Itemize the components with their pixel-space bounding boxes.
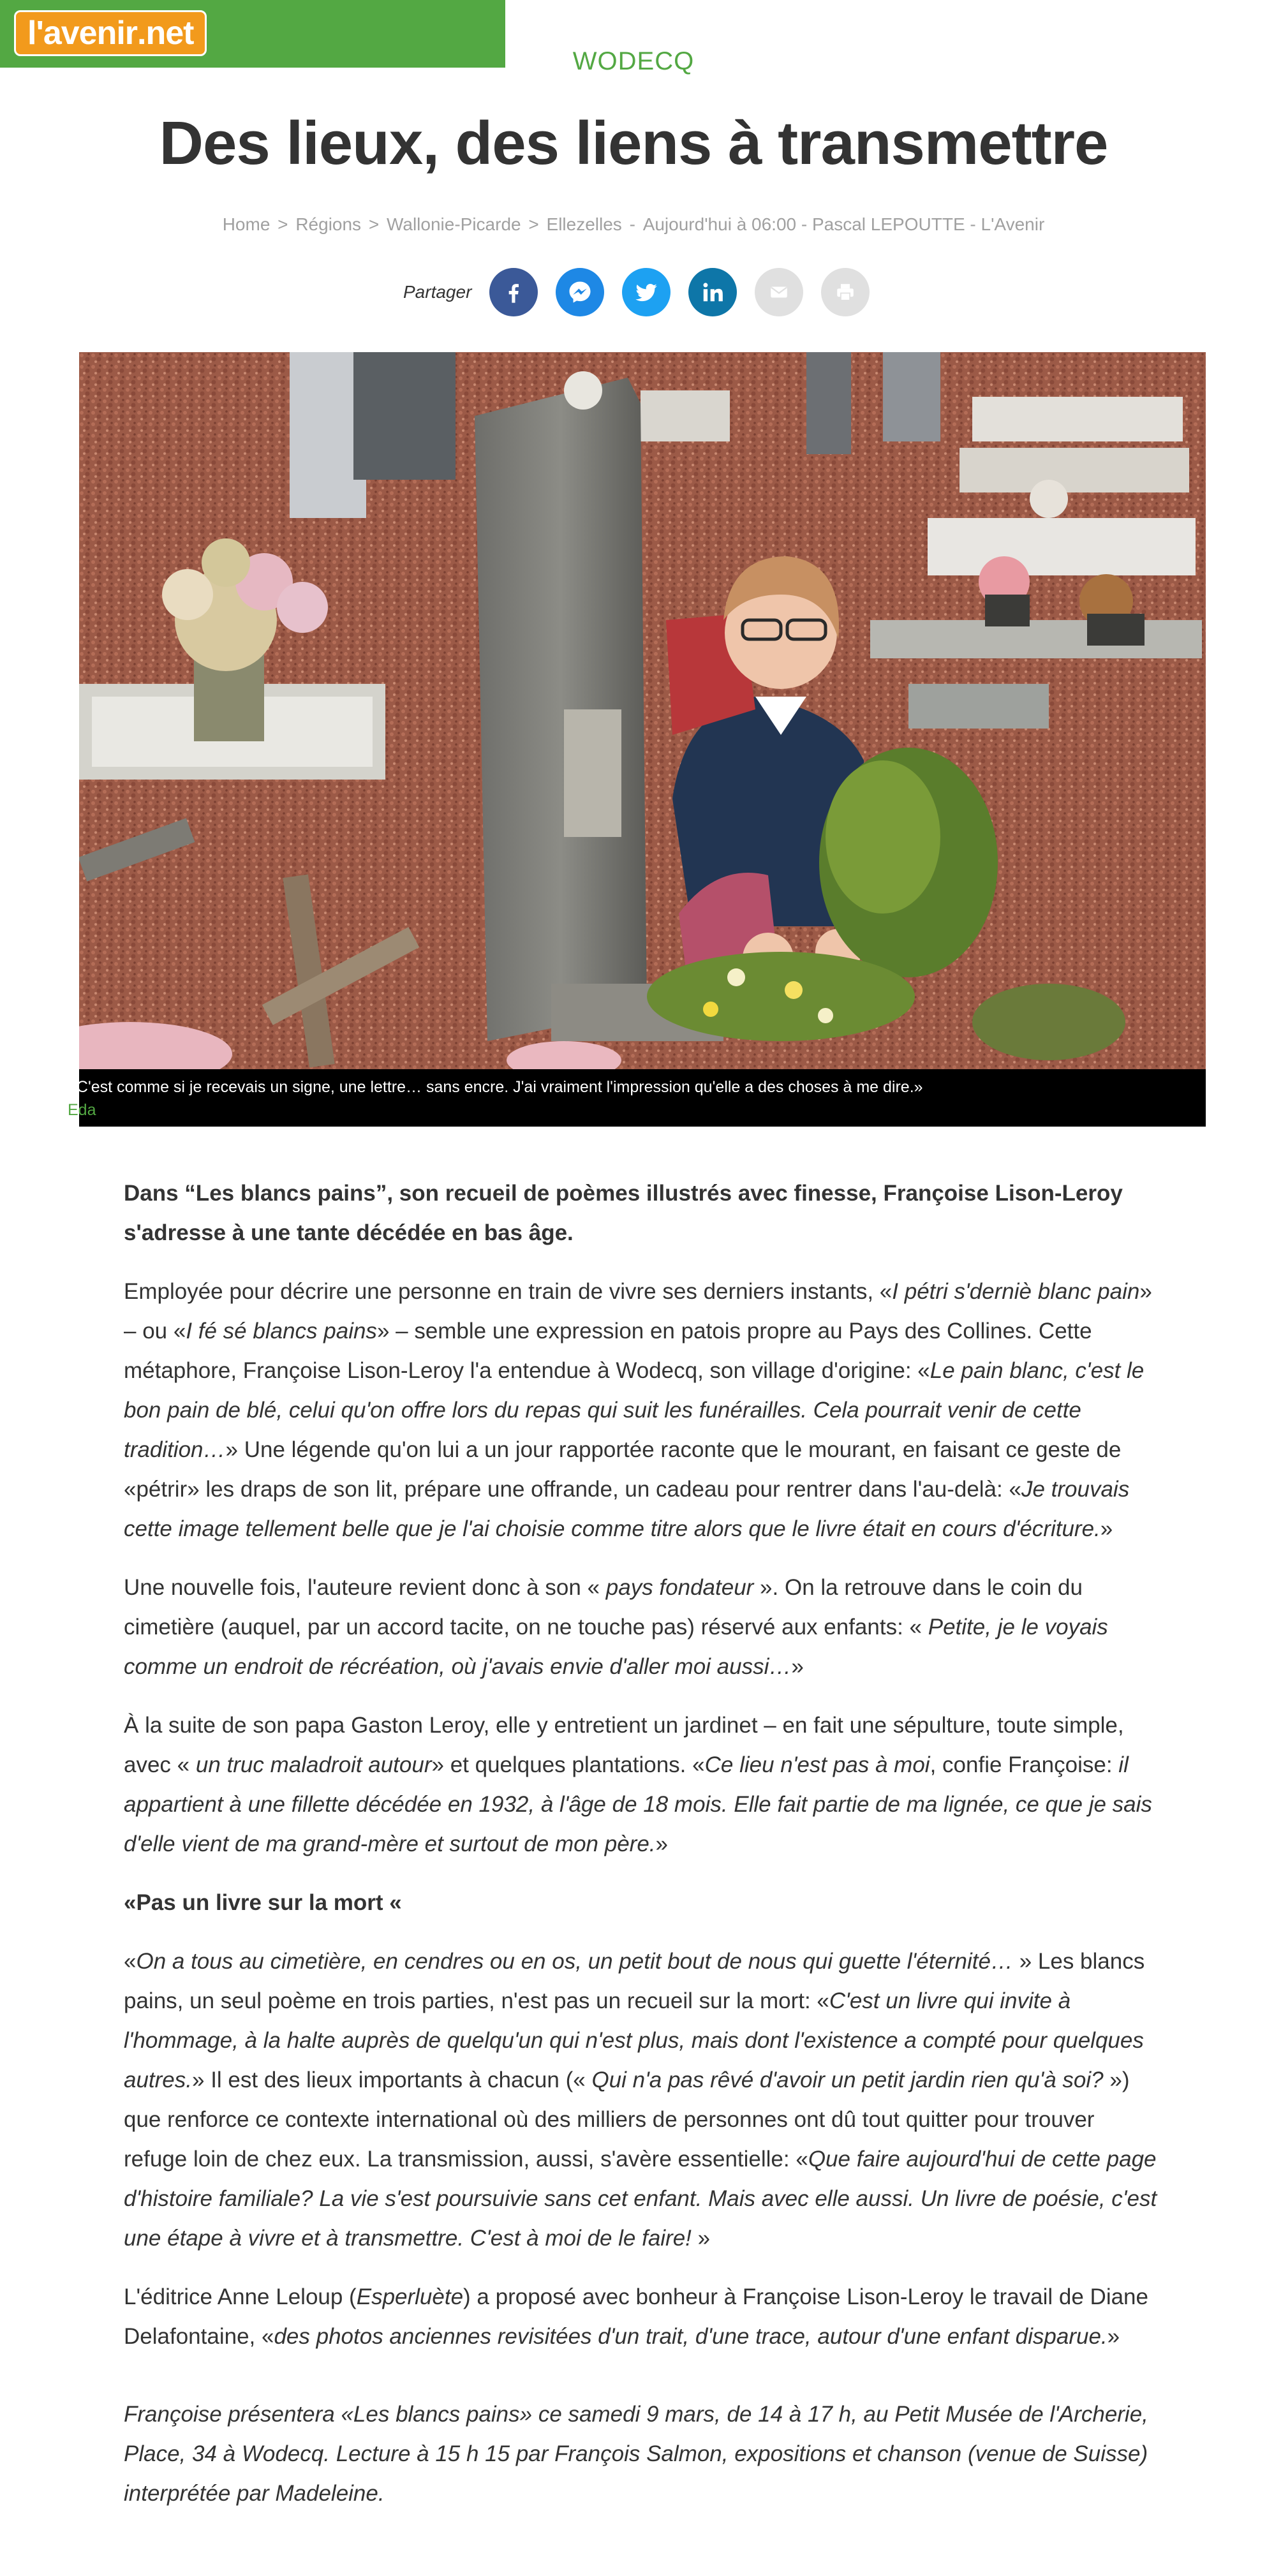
paragraph-text: » et quelques plantations. « xyxy=(431,1752,705,1777)
facebook-icon xyxy=(501,279,526,305)
article-paragraph xyxy=(124,2277,1159,2357)
breadcrumb-home[interactable]: Home xyxy=(222,214,270,234)
article-subhead: «Pas un livre sur la mort « xyxy=(124,1890,402,1915)
quoted-text: Qui n'a pas rêvé d'avoir un petit jardin rien qu'à soi? xyxy=(591,2068,1104,2092)
caption-text: «C'est comme si je recevais un signe, une lettre… sans encre. J'ai vraiment l'impression qu'elle a des choses à me dire.» xyxy=(68,1078,923,1096)
article-paragraph xyxy=(124,1706,1159,1864)
article-body xyxy=(124,1174,1159,2533)
quoted-text: Esperluète xyxy=(356,2284,464,2309)
breadcrumb: Home > Régions > Wallonie-Picarde > Ellezelles - Aujourd'hui à 06:00 - Pascal LEPOUTTE - L'Avenir xyxy=(222,214,1045,234)
quoted-text: pays fondateur xyxy=(605,1575,754,1600)
logo-tld-text: .net xyxy=(137,15,194,52)
paragraph-text: » xyxy=(655,1832,668,1856)
paragraph-text: » xyxy=(1100,1516,1113,1541)
paragraph-text: » xyxy=(691,2226,711,2251)
hero-photo xyxy=(79,352,1206,1069)
share-facebook-button[interactable] xyxy=(489,268,538,316)
paragraph-text: » Il est des lieux importants à chacun (« xyxy=(192,2068,592,2092)
quoted-text: I pétri s'derniè blanc pain xyxy=(892,1279,1140,1304)
paragraph-text: » – ou « xyxy=(124,1279,1152,1344)
paragraph-text: » Les blancs pains, un seul poème en trois parties, n'est pas un recueil sur la mort: « xyxy=(124,1949,1145,2013)
twitter-icon xyxy=(634,279,659,305)
breadcrumb-ellezelles[interactable]: Ellezelles xyxy=(546,214,622,234)
share-email-button[interactable] xyxy=(755,268,803,316)
quoted-text: Petite, je le voyais comme un endroit de récréation, où j'avais envie d'aller moi aussi… xyxy=(124,1615,1108,1679)
article-paragraph xyxy=(124,1568,1159,1687)
paragraph-text: Une nouvelle fois, l'auteure revient donc à son « xyxy=(124,1575,606,1600)
paragraph-text: » xyxy=(791,1654,804,1679)
share-print-button[interactable] xyxy=(821,268,870,316)
quoted-text: Que faire aujourd'hui de cette page d'histoire familiale? La vie s'est poursuivie sans cet enfant. Mais avec elle aussi. Un livre de poésie, c'est une étape à vivre et à transmettre. C'est à moi de le faire! xyxy=(124,2147,1157,2251)
quoted-text: C'est un livre qui invite à l'hommage, à la halte auprès de quelqu'un qui n'est plus, mais dont l'existence a compté pour quelques autres. xyxy=(124,1988,1144,2092)
share-label: Partager xyxy=(403,282,472,302)
article-byline: Aujourd'hui à 06:00 - Pascal LEPOUTTE - L'Avenir xyxy=(642,214,1045,234)
logo-main-text: l'avenir xyxy=(27,15,138,52)
messenger-icon xyxy=(566,278,594,306)
quoted-text: il appartient à une fillette décédée en 1932, à l'âge de 18 mois. Elle fait partie de ma lignée, ce que je sais d'elle vient de ma grand-mère et surtout de mon père. xyxy=(124,1752,1152,1856)
quoted-text: des photos anciennes revisitées d'un trait, d'une trace, autour d'une enfant disparue. xyxy=(274,2324,1108,2349)
caption-credit: Eda xyxy=(68,1101,96,1119)
breadcrumb-wallonie-picarde[interactable]: Wallonie-Picarde xyxy=(386,214,521,234)
quoted-text: I fé sé blancs pains xyxy=(186,1319,377,1344)
paragraph-text: » – semble une expression en patois propre au Pays des Collines. Cette métaphore, Françoise Lison-Leroy l'a entendue à Wodecq, son village d'origine: « xyxy=(124,1319,1092,1383)
paragraph-text: ») que renforce ce contexte international où des milliers de personnes ont dû tout quitter pour trouver refuge loin de chez eux. La transmission, aussi, s'avère essentielle: « xyxy=(124,2068,1130,2172)
event-note: Françoise présentera «Les blancs pains» ce samedi 9 mars, de 14 à 17 h, au Petit Musée de l'Archerie, Place, 34 à Wodecq. Lecture à 15 h 15 par François Salmon, expositions et chanson (venue de Suisse) interprétée par Madeleine. xyxy=(124,2402,1148,2506)
section-label[interactable]: WODECQ xyxy=(572,47,695,75)
share-bar xyxy=(403,268,887,316)
quoted-text: Le pain blanc, c'est le bon pain de blé, celui qu'on offre lors du repas qui suit les funérailles. Cela pourrait venir de cette tradition… xyxy=(124,1358,1145,1462)
paragraph-text: » xyxy=(1107,2324,1120,2349)
article-lead: Dans “Les blancs pains”, son recueil de poèmes illustrés avec finesse, Françoise Lison-Leroy s'adresse à une tante décédée en bas âge. xyxy=(124,1181,1123,1245)
paragraph-text: Employée pour décrire une personne en train de vivre ses derniers instants, « xyxy=(124,1279,893,1304)
article-paragraph xyxy=(124,1942,1159,2258)
paragraph-text: ) a proposé avec bonheur à Françoise Lison-Leroy le travail de Diane Delafontaine, « xyxy=(124,2284,1148,2349)
photo-caption xyxy=(68,1069,1206,1127)
cemetery-photo-illustration xyxy=(79,352,1206,1069)
quoted-text: On a tous au cimetière, en cendres ou en os, un petit bout de nous qui guette l'éternité… xyxy=(136,1949,1013,1974)
paragraph-text: À la suite de son papa Gaston Leroy, elle y entretient un jardinet – en fait une sépulture, toute simple, avec « xyxy=(124,1713,1124,1777)
quoted-text: Je trouvais cette image tellement belle que je l'ai choisie comme titre alors que le livre était en cours d'écriture. xyxy=(124,1477,1130,1541)
quoted-text: Ce lieu n'est pas à moi xyxy=(704,1752,930,1777)
paragraph-text: L'éditrice Anne Leloup ( xyxy=(124,2284,357,2309)
paragraph-text: « xyxy=(124,1949,137,1974)
quoted-text: un truc maladroit autour xyxy=(195,1752,432,1777)
paragraph-text: , confie Françoise: xyxy=(930,1752,1119,1777)
print-icon xyxy=(834,281,856,303)
share-messenger-button[interactable] xyxy=(556,268,604,316)
linkedin-icon xyxy=(700,280,725,304)
share-linkedin-button[interactable] xyxy=(688,268,737,316)
share-twitter-button[interactable] xyxy=(622,268,671,316)
article-paragraph xyxy=(124,1272,1159,1549)
breadcrumb-regions[interactable]: Régions xyxy=(295,214,362,234)
paragraph-text: ». On la retrouve dans le coin du cimetière (auquel, par un accord tacite, on ne touche pas) réservé aux enfants: « xyxy=(124,1575,1083,1640)
page-title: Des lieux, des liens à transmettre xyxy=(159,109,1108,177)
paragraph-text: » Une légende qu'on lui a un jour rapportée raconte que le mourant, en faisant ce geste de «pétrir» les draps de son lit, prépare une offrande, un cadeau pour rentrer dans l'au-delà: « xyxy=(124,1437,1122,1502)
mail-icon xyxy=(768,281,790,303)
